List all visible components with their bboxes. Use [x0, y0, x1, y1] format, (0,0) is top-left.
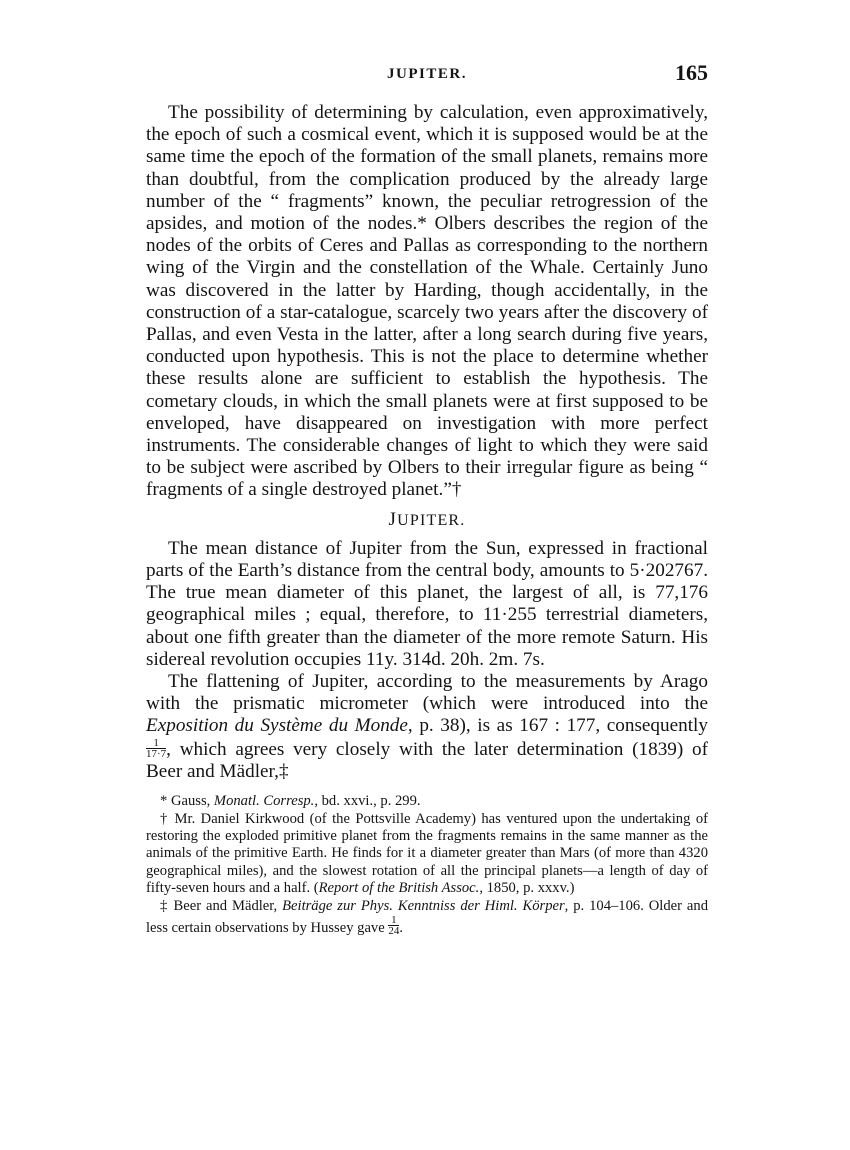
main-text [146, 102, 708, 937]
fraction-numerator: 1 [146, 738, 166, 749]
paragraph-jupiter-distance: The mean distance of Jupiter from the Sun, expressed in fractional parts of the Earth’s distance from the central body, amounts to 5·202767. The true mean diameter of this planet, the largest of all, is 77,176 geographical miles ; equal, therefore, to 11·255 terrestrial diameters, about one fifth greater than the diameter of the more remote Saturn. His sidereal revolution occupies 11y. 314d. 20h. 2m. 7s. [146, 537, 708, 670]
footnotes [146, 793, 708, 937]
footnote-kirkwood-text: † Mr. Daniel Kirkwood (of the Pottsville Academy) has ventured upon the undertaking of restoring the exploded primitive planet from the fragments remains in the same manner as the animals of the primitive Earth. He finds for it a diameter greater than Mars (of more than 4320 geographical miles), and the slowest rotation of all the principal planets—a length of day of fifty-seven hours and a half. ( [146, 810, 708, 897]
footnote-kirkwood-suffix: , 1850, p. xxxv.) [479, 880, 575, 897]
hussey-fraction [388, 915, 399, 936]
page-number: 165 [675, 60, 708, 85]
footnote-beer-madler [146, 898, 708, 938]
fraction-denominator: 17·7 [146, 747, 167, 760]
page-header [146, 60, 708, 90]
section-heading-rest: UPITER. [397, 511, 466, 529]
footnote-beer-end: . [399, 919, 404, 936]
flattening-text-3: , which agrees very closely with the later determination (1839) of Beer and Mädler,‡ [146, 738, 708, 782]
flattening-text-1: The flattening of Jupiter, according to the measurements by Arago with the prismatic micrometer (which were introduced into the [146, 671, 708, 715]
flattening-text-2: , p. 38), is as 167 : 177, consequently [407, 715, 708, 737]
section-heading-jupiter [146, 509, 708, 532]
footnote-gauss [146, 793, 708, 810]
footnote-kirkwood-title: Report of the British Assoc. [318, 880, 480, 897]
footnote-gauss-suffix: , bd. xxvi., p. 299. [314, 793, 421, 810]
section-heading-initial: J [388, 508, 398, 530]
footnote-beer-prefix: ‡ Beer and Mädler, [160, 897, 283, 914]
running-head: JUPITER. [387, 66, 467, 82]
paragraph-small-planets: The possibility of determining by calculation, even approximatively, the epoch of such a cosmical event, which it is supposed would be at the same time the epoch of the formation of the small planets, remains more than doubtful, from the complication produced by the already large number of the “ fragments” known, the peculiar retrogression of the apsides, and motion of the nodes.* Olbers describes the region of the nodes of the orbits of Ceres and Pallas as corresponding to the northern wing of the Virgin and the constellation of the Whale. Certainly Juno was discovered in the latter by Harding, though accidentally, in the construction of a star-catalogue, scarcely two years after the discovery of Pallas, and even Vesta in the latter, after a long search during five years, conducted upon hypothesis. This is not the place to determine whether these results alone are sufficient to establish the hypothesis. The cometary clouds, in which the small planets were at first supposed to be enveloped, have disappeared on investigation with more perfect instruments. The considerable changes of light to which they were said to be subject were ascribed by Olbers to their irregular figure as being “ fragments of a single destroyed planet.”† [146, 102, 708, 501]
paragraph-jupiter-flattening [146, 671, 708, 783]
fraction-denominator: 24 [388, 924, 400, 937]
footnote-beer-suffix: , p. 104–106. Older and less certain observations by Hussey gave [146, 897, 708, 936]
footnote-kirkwood [146, 811, 708, 898]
flattening-fraction [146, 738, 166, 759]
footnote-gauss-title: Monatl. Corresp. [213, 793, 315, 810]
fraction-numerator: 1 [388, 915, 399, 926]
footnote-gauss-prefix: * Gauss, [160, 793, 214, 810]
exposition-title: Exposition du Système du Monde [146, 715, 408, 737]
footnote-beer-title: Beiträge zur Phys. Kenntniss der Himl. Körper [282, 897, 565, 914]
